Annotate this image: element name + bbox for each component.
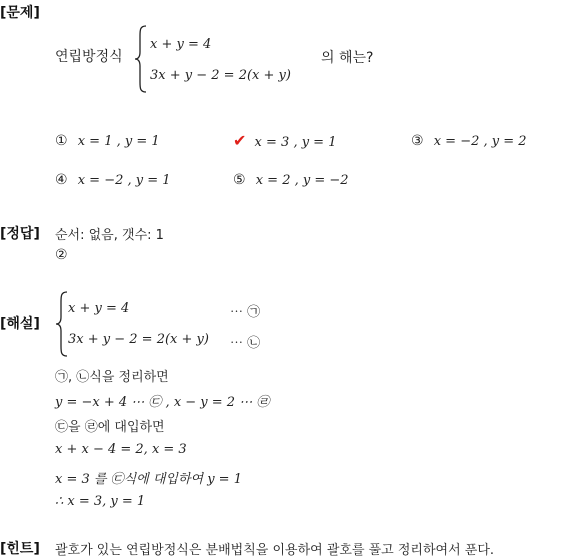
equation-tag-2: ⋯ ㉡ [230,336,261,351]
choice-text: x = 1 , y = 1 [77,134,160,149]
choice-2[interactable] [233,131,336,150]
problem-equation-1: x + y = 4 [150,37,212,52]
choice-number: ③ [411,133,424,149]
problem-prefix: 연립방정식 [55,49,123,65]
choice-1[interactable] [55,133,160,149]
choice-number: ① [55,133,68,149]
choice-text: x = 2 , y = −2 [255,173,349,188]
choice-number: ⑤ [233,172,246,188]
check-mark-icon: ✔ [233,131,247,150]
choice-text: x = 3 , y = 1 [254,135,337,150]
answer-value: ② [55,247,68,263]
solution-step-5: x = 3 를 ㉢식에 대입하여 y = 1 [55,472,242,487]
solution-equation-1: x + y = 4 [68,301,130,316]
answer-label: [정답] [0,226,40,242]
problem-label: [문제] [0,5,40,21]
solution-label: [해설] [0,316,40,332]
solution-step-2: y = −x + 4 ⋯ ㉢ , x − y = 2 ⋯ ㉣ [55,395,270,410]
solution-step-6: ∴ x = 3, y = 1 [55,494,146,509]
solution-equation-2: 3x + y − 2 = 2(x + y) [68,332,209,347]
choice-number: ④ [55,172,68,188]
system-brace [134,24,148,94]
solution-step-3: ㉢을 ㉣에 대입하면 [55,420,165,435]
answer-order-count: 순서: 없음, 갯수: 1 [55,228,164,243]
solution-step-1: ㉠, ㉡식을 정리하면 [55,370,169,385]
hint-text: 괄호가 있는 연립방정식은 분배법칙을 이용하여 괄호를 풀고 정리하여서 푼다. [55,543,495,558]
solution-step-4: x + x − 4 = 2, x = 3 [55,442,187,457]
problem-suffix: 의 해는? [321,50,374,66]
choice-text: x = −2 , y = 1 [77,173,171,188]
choice-3[interactable] [411,133,527,149]
choice-5[interactable] [233,172,349,188]
hint-label: [힌트] [0,541,40,557]
choice-text: x = −2 , y = 2 [433,134,527,149]
problem-equation-2: 3x + y − 2 = 2(x + y) [150,68,291,83]
equation-tag-1: ⋯ ㉠ [230,305,261,320]
solution-brace [55,290,69,358]
choice-4[interactable] [55,172,171,188]
